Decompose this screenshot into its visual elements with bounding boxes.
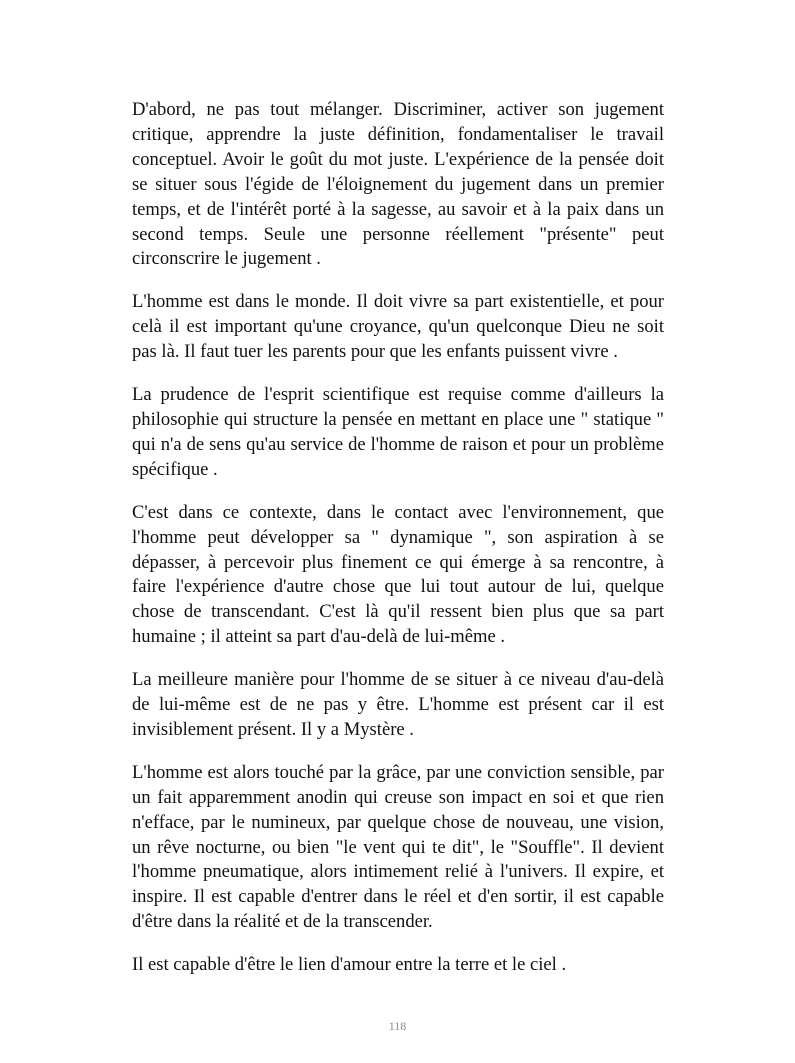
- paragraph-7: Il est capable d'être le lien d'amour entre la terre et le ciel .: [132, 954, 567, 976]
- paragraph-2: L'homme est dans le monde. Il doit vivre sa part existentielle, et pour celà il est important qu'une croyance, qu'un quelconque Dieu ne soit pas là. Il faut tuer les parents pour que les enfants puissent vivre .: [132, 291, 664, 363]
- paragraph-6: L'homme est alors touché par la grâce, par une conviction sensible, par un fait apparemment anodin qui creuse son impact en soi et que rien n'efface, par le numineux, par quelque chose de nouveau, une vision, un rêve nocturne, ou bien "le vent qui te dit", le "Souffle". Il devient l'homme pneumatique, alors intimement relié à l'univers. Il expire, et inspire. Il est capable d'entrer dans le réel et d'en sortir, il est capable d'être dans la réalité et de la transcender.: [132, 761, 664, 933]
- paragraph-3: La prudence de l'esprit scientifique est requise comme d'ailleurs la philosophie qui structure la pensée en mettant en place une " statique " qui n'a de sens qu'au service de l'homme de raison et pour un problème spécifique .: [132, 384, 664, 480]
- paragraph-4: C'est dans ce contexte, dans le contact avec l'environnement, que l'homme peut développer sa " dynamique ", son aspiration à se dépasser, à percevoir plus finement ce qui émerge à sa rencontre, à faire l'expérience d'autre chose que lui tout autour de lui, quelque chose de transcendant. C'est là qu'il ressent bien plus que sa part humaine ; il atteint sa part d'au-delà de lui-même .: [132, 501, 664, 648]
- page-number: 118: [388, 1019, 407, 1033]
- page-body: [132, 98, 664, 996]
- paragraph-5: La meilleure manière pour l'homme de se situer à ce niveau d'au-delà de lui-même est de ne pas y être. L'homme est présent car il est invisiblement présent. Il y a Mystère .: [132, 669, 664, 740]
- paragraph-1: D'abord, ne pas tout mélanger. Discriminer, activer son jugement critique, apprendre la juste définition, fondamentaliser le travail conceptuel. Avoir le goût du mot juste. L'expérience de la pensée doit se situer sous l'égide de l'éloignement du jugement dans un premier temps, et de l'intérêt porté à la sagesse, au savoir et à la paix dans un second temps. Seule une personne réellement "présente" peut circonscrire le jugement .: [132, 99, 664, 270]
